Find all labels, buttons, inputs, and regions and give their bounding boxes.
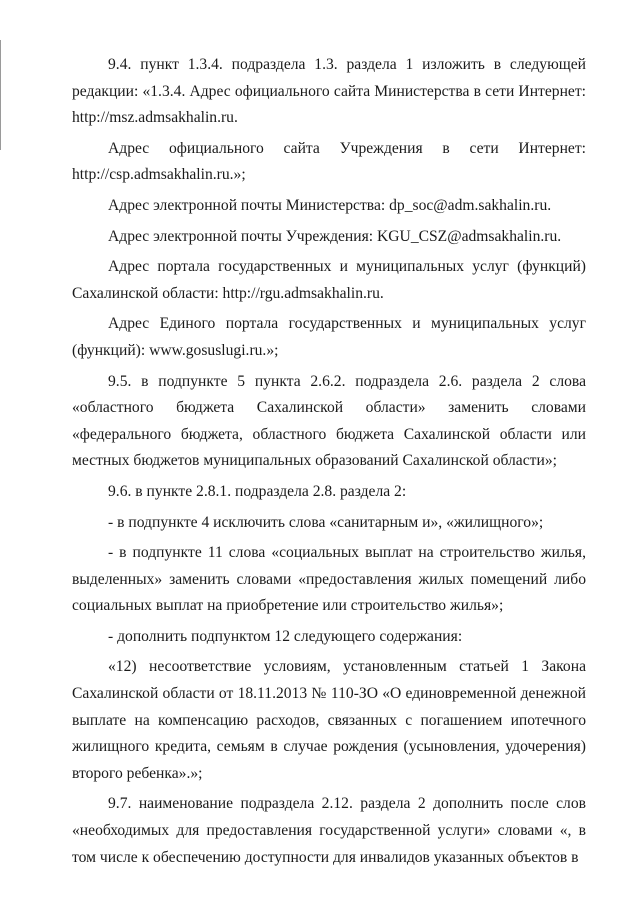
scan-edge-mark: [0, 40, 1, 150]
paragraph-subitem-11: - в подпункте 11 слова «социальных выплат на строительство жилья, выделенных» заменить словами «предоставления жилых помещений либо социальных выплат на приобретение или строительство жилья»;: [72, 544, 586, 615]
paragraph-9-7: 9.7. наименование подраздела 2.12. раздела 2 дополнить после слов «необходимых для предоставления государственной услуги» словами «, в том числе к обеспечению доступности для инвалидов указанных объектов в: [72, 795, 586, 866]
paragraph-institution-email: Адрес электронной почты Учреждения: KGU_CSZ@admsakhalin.ru.: [108, 227, 562, 245]
paragraph-unified-portal: Адрес Единого портала государственных и муниципальных услуг (функций): www.gosuslugi.ru.»;: [72, 315, 586, 359]
paragraph-9-6: 9.6. в пункте 2.8.1. подраздела 2.8. раздела 2:: [108, 482, 407, 500]
paragraph-subitem-4: - в подпункте 4 исключить слова «санитарным и», «жилищного»;: [108, 513, 544, 531]
paragraph-subitem-12-text: «12) несоответствие условиям, установленным статьей 1 Закона Сахалинской области от 18.11.2013 № 110-ЗО «О единовременной денежной выплате на компенсацию расходов, связанных с погашением ипотечного жилищного кредита, семьям в случае рождения (усыновления, удочерения) второго ребенка».»;: [72, 658, 586, 782]
paragraph-site-address: Адрес официального сайта Учреждения в сети Интернет: http://csp.admsakhalin.ru.»;: [72, 139, 586, 184]
paragraph-9-5: 9.5. в подпункте 5 пункта 2.6.2. подраздела 2.6. раздела 2 слова «областного бюджета Сахалинской области» заменить словами «федерального бюджета, областного бюджета Сахалинской области или местных бюджетов муниципальных образований Сахалинской области»;: [72, 372, 586, 470]
paragraph-ministry-email: Адрес электронной почты Министерства: dp_soc@adm.sakhalin.ru.: [108, 196, 552, 214]
paragraph-add-subitem-12: - дополнить подпунктом 12 следующего содержания:: [108, 627, 463, 645]
paragraph-regional-portal: Адрес портала государственных и муниципальных услуг (функций) Сахалинской области: http://rgu.admsakhalin.ru.: [72, 258, 586, 302]
document-body: [72, 52, 586, 875]
paragraph-9-4: 9.4. пункт 1.3.4. подраздела 1.3. раздела 1 изложить в следующей редакции: «1.3.4. Адрес официального сайта Министерства в сети Интернет: http://msz.admsakhalin.ru.: [72, 56, 586, 127]
